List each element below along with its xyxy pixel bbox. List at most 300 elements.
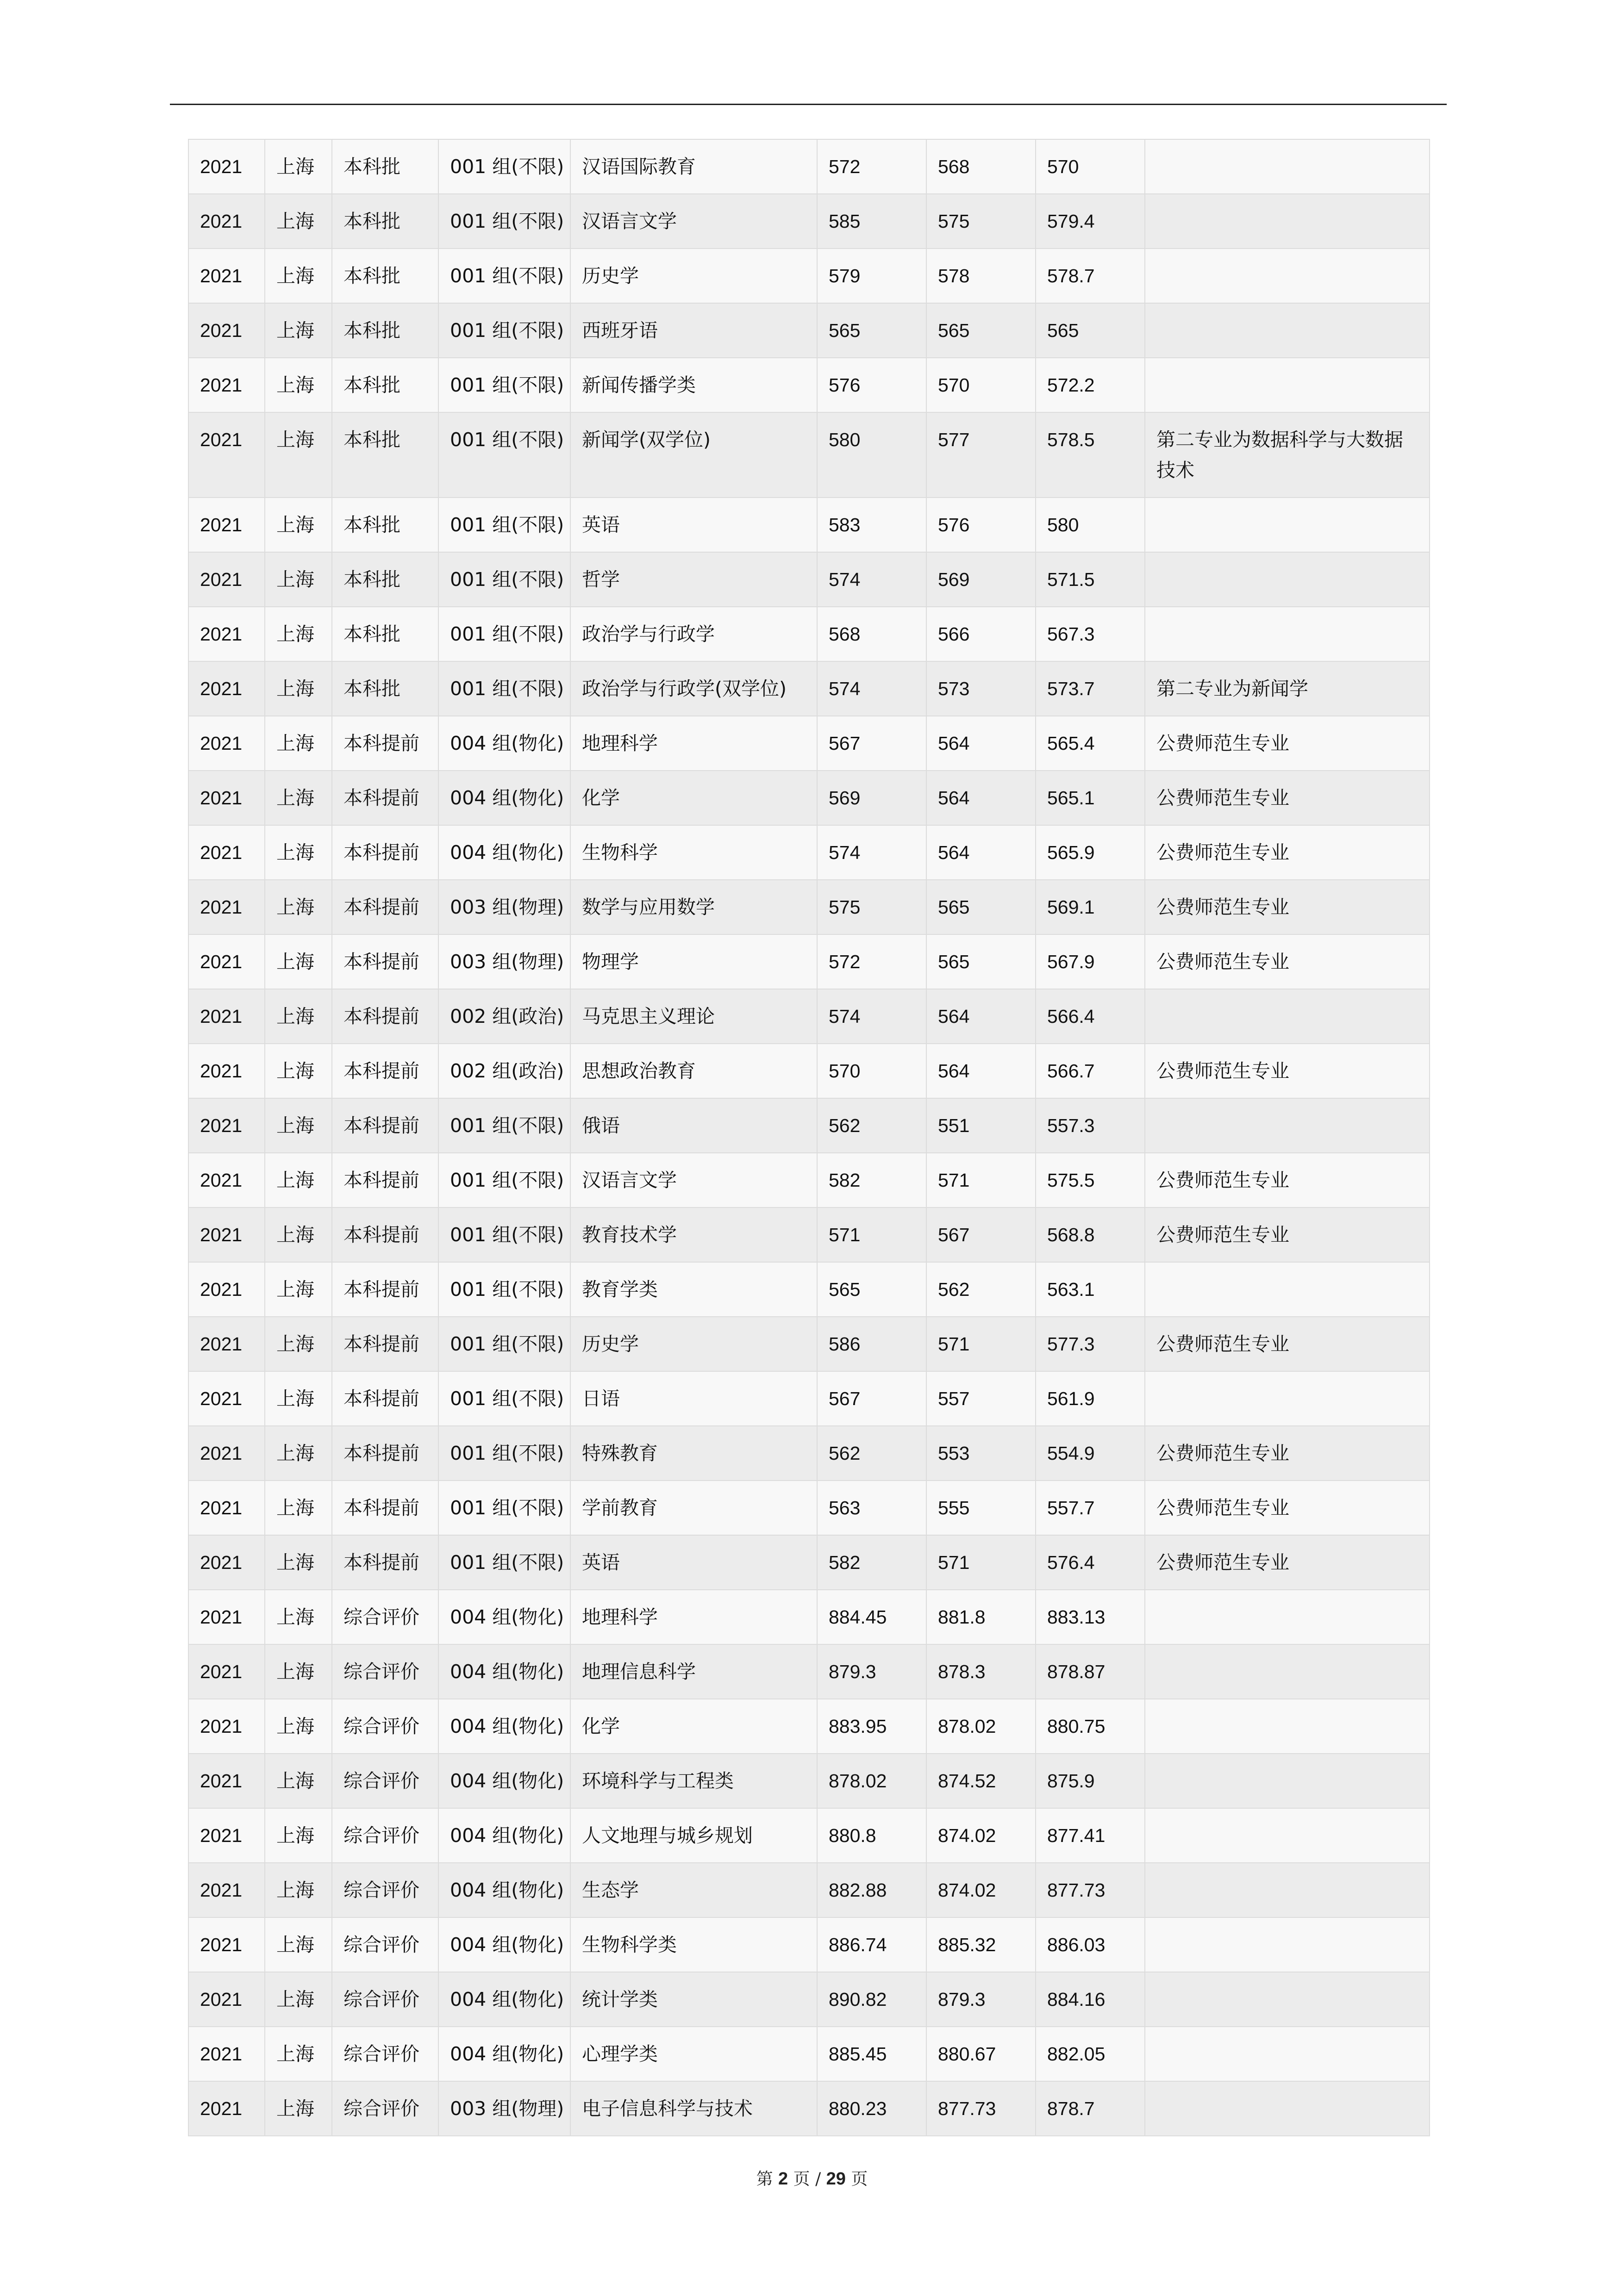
- cell-avg-score: 886.03: [1036, 1917, 1145, 1972]
- cell-batch: 综合评价: [332, 1590, 438, 1644]
- cell-batch: 本科批: [332, 194, 438, 249]
- table-row: [188, 1153, 1430, 1207]
- cell-min-score: 570: [926, 358, 1036, 412]
- cell-year: 2021: [188, 1754, 265, 1808]
- cell-note: 公费师范生专业: [1145, 880, 1430, 934]
- cell-region: 上海: [265, 2081, 332, 2136]
- cell-region: 上海: [265, 1917, 332, 1972]
- cell-year: 2021: [188, 249, 265, 303]
- cell-min-score: 877.73: [926, 2081, 1036, 2136]
- cell-max-score: 565: [817, 1262, 926, 1317]
- cell-year: 2021: [188, 825, 265, 880]
- table-row: [188, 303, 1430, 358]
- cell-avg-score: 565.1: [1036, 771, 1145, 825]
- cell-avg-score: 884.16: [1036, 1972, 1145, 2027]
- cell-group: 001 组(不限): [438, 412, 570, 498]
- cell-group: 001 组(不限): [438, 1153, 570, 1207]
- cell-note: 公费师范生专业: [1145, 1153, 1430, 1207]
- cell-avg-score: 565.4: [1036, 716, 1145, 771]
- cell-group: 004 组(物化): [438, 1590, 570, 1644]
- cell-region: 上海: [265, 934, 332, 989]
- cell-max-score: 568: [817, 607, 926, 661]
- cell-group: 004 组(物化): [438, 825, 570, 880]
- cell-note: 公费师范生专业: [1145, 1317, 1430, 1371]
- cell-max-score: 886.74: [817, 1917, 926, 1972]
- cell-region: 上海: [265, 412, 332, 498]
- table-row: [188, 1098, 1430, 1153]
- cell-max-score: 565: [817, 303, 926, 358]
- table-row: [188, 552, 1430, 607]
- cell-min-score: 880.67: [926, 2027, 1036, 2081]
- cell-batch: 本科提前: [332, 1535, 438, 1590]
- cell-year: 2021: [188, 1644, 265, 1699]
- cell-max-score: 582: [817, 1535, 926, 1590]
- cell-year: 2021: [188, 1098, 265, 1153]
- cell-region: 上海: [265, 194, 332, 249]
- cell-avg-score: 875.9: [1036, 1754, 1145, 1808]
- cell-group: 001 组(不限): [438, 607, 570, 661]
- cell-group: 001 组(不限): [438, 139, 570, 194]
- cell-major: 思想政治教育: [570, 1044, 817, 1098]
- cell-major: 特殊教育: [570, 1426, 817, 1481]
- cell-max-score: 574: [817, 825, 926, 880]
- cell-min-score: 551: [926, 1098, 1036, 1153]
- cell-group: 001 组(不限): [438, 1426, 570, 1481]
- cell-major: 日语: [570, 1371, 817, 1426]
- cell-min-score: 564: [926, 825, 1036, 880]
- cell-group: 004 组(物化): [438, 1644, 570, 1699]
- cell-batch: 本科批: [332, 661, 438, 716]
- cell-major: 政治学与行政学: [570, 607, 817, 661]
- cell-region: 上海: [265, 1262, 332, 1317]
- cell-note: [1145, 1590, 1430, 1644]
- cell-avg-score: 578.7: [1036, 249, 1145, 303]
- cell-min-score: 571: [926, 1535, 1036, 1590]
- cell-region: 上海: [265, 1317, 332, 1371]
- table-row: [188, 358, 1430, 412]
- cell-note: [1145, 1644, 1430, 1699]
- table-row: [188, 1207, 1430, 1262]
- page-prefix: 第: [756, 2170, 773, 2189]
- cell-note: 公费师范生专业: [1145, 1426, 1430, 1481]
- cell-major: 生物科学类: [570, 1917, 817, 1972]
- cell-major: 统计学类: [570, 1972, 817, 2027]
- cell-max-score: 879.3: [817, 1644, 926, 1699]
- cell-max-score: 580: [817, 412, 926, 498]
- cell-max-score: 884.45: [817, 1590, 926, 1644]
- cell-group: 001 组(不限): [438, 1481, 570, 1535]
- cell-max-score: 563: [817, 1481, 926, 1535]
- cell-major: 生态学: [570, 1863, 817, 1917]
- cell-major: 俄语: [570, 1098, 817, 1153]
- cell-batch: 本科提前: [332, 1207, 438, 1262]
- cell-group: 001 组(不限): [438, 552, 570, 607]
- cell-batch: 本科批: [332, 358, 438, 412]
- cell-major: 物理学: [570, 934, 817, 989]
- table-row: [188, 989, 1430, 1044]
- cell-avg-score: 557.3: [1036, 1098, 1145, 1153]
- cell-min-score: 566: [926, 607, 1036, 661]
- cell-avg-score: 566.7: [1036, 1044, 1145, 1098]
- cell-avg-score: 578.5: [1036, 412, 1145, 498]
- cell-note: [1145, 139, 1430, 194]
- cell-year: 2021: [188, 880, 265, 934]
- cell-note: [1145, 1863, 1430, 1917]
- cell-year: 2021: [188, 498, 265, 552]
- cell-year: 2021: [188, 2027, 265, 2081]
- cell-note: [1145, 1917, 1430, 1972]
- cell-note: 第二专业为数据科学与大数据技术: [1145, 412, 1430, 498]
- cell-max-score: 885.45: [817, 2027, 926, 2081]
- cell-major: 教育技术学: [570, 1207, 817, 1262]
- table-row: [188, 880, 1430, 934]
- cell-batch: 综合评价: [332, 1863, 438, 1917]
- cell-group: 002 组(政治): [438, 1044, 570, 1098]
- page-suffix: 页: [851, 2170, 868, 2189]
- cell-year: 2021: [188, 139, 265, 194]
- cell-year: 2021: [188, 552, 265, 607]
- cell-region: 上海: [265, 1863, 332, 1917]
- cell-batch: 本科提前: [332, 880, 438, 934]
- cell-major: 学前教育: [570, 1481, 817, 1535]
- cell-note: 公费师范生专业: [1145, 716, 1430, 771]
- cell-min-score: 874.02: [926, 1808, 1036, 1863]
- cell-group: 003 组(物理): [438, 934, 570, 989]
- cell-note: 公费师范生专业: [1145, 934, 1430, 989]
- cell-region: 上海: [265, 1644, 332, 1699]
- cell-note: 公费师范生专业: [1145, 1535, 1430, 1590]
- cell-region: 上海: [265, 1754, 332, 1808]
- cell-year: 2021: [188, 607, 265, 661]
- cell-batch: 本科提前: [332, 716, 438, 771]
- cell-avg-score: 565: [1036, 303, 1145, 358]
- table-row: [188, 194, 1430, 249]
- cell-max-score: 883.95: [817, 1699, 926, 1754]
- cell-region: 上海: [265, 1371, 332, 1426]
- cell-major: 心理学类: [570, 2027, 817, 2081]
- cell-note: [1145, 303, 1430, 358]
- page-footer: [0, 2166, 1624, 2190]
- cell-avg-score: 576.4: [1036, 1535, 1145, 1590]
- cell-major: 历史学: [570, 249, 817, 303]
- cell-min-score: 562: [926, 1262, 1036, 1317]
- cell-avg-score: 573.7: [1036, 661, 1145, 716]
- cell-major: 历史学: [570, 1317, 817, 1371]
- cell-batch: 综合评价: [332, 1917, 438, 1972]
- table-row: [188, 1535, 1430, 1590]
- cell-min-score: 578: [926, 249, 1036, 303]
- cell-avg-score: 567.3: [1036, 607, 1145, 661]
- cell-max-score: 571: [817, 1207, 926, 1262]
- cell-major: 汉语言文学: [570, 1153, 817, 1207]
- cell-avg-score: 882.05: [1036, 2027, 1145, 2081]
- table-row: [188, 139, 1430, 194]
- cell-group: 004 组(物化): [438, 1917, 570, 1972]
- cell-major: 地理信息科学: [570, 1644, 817, 1699]
- cell-note: [1145, 1972, 1430, 2027]
- cell-group: 001 组(不限): [438, 249, 570, 303]
- table-row: [188, 249, 1430, 303]
- cell-group: 002 组(政治): [438, 989, 570, 1044]
- header-rule: [170, 104, 1447, 105]
- cell-min-score: 567: [926, 1207, 1036, 1262]
- cell-year: 2021: [188, 1535, 265, 1590]
- cell-note: 公费师范生专业: [1145, 1207, 1430, 1262]
- cell-batch: 综合评价: [332, 2027, 438, 2081]
- cell-avg-score: 571.5: [1036, 552, 1145, 607]
- cell-year: 2021: [188, 1371, 265, 1426]
- cell-year: 2021: [188, 1863, 265, 1917]
- cell-year: 2021: [188, 1481, 265, 1535]
- cell-year: 2021: [188, 412, 265, 498]
- cell-avg-score: 569.1: [1036, 880, 1145, 934]
- cell-batch: 本科批: [332, 412, 438, 498]
- cell-group: 004 组(物化): [438, 1808, 570, 1863]
- cell-min-score: 565: [926, 303, 1036, 358]
- cell-min-score: 553: [926, 1426, 1036, 1481]
- cell-avg-score: 566.4: [1036, 989, 1145, 1044]
- cell-region: 上海: [265, 358, 332, 412]
- cell-max-score: 576: [817, 358, 926, 412]
- cell-major: 地理科学: [570, 716, 817, 771]
- cell-year: 2021: [188, 303, 265, 358]
- cell-major: 汉语国际教育: [570, 139, 817, 194]
- table-row: [188, 1644, 1430, 1699]
- cell-year: 2021: [188, 934, 265, 989]
- cell-max-score: 574: [817, 552, 926, 607]
- table-row: [188, 1044, 1430, 1098]
- cell-min-score: 881.8: [926, 1590, 1036, 1644]
- cell-major: 环境科学与工程类: [570, 1754, 817, 1808]
- cell-major: 政治学与行政学(双学位): [570, 661, 817, 716]
- cell-note: 公费师范生专业: [1145, 1044, 1430, 1098]
- cell-group: 004 组(物化): [438, 1863, 570, 1917]
- cell-min-score: 564: [926, 716, 1036, 771]
- table-row: [188, 1863, 1430, 1917]
- cell-region: 上海: [265, 249, 332, 303]
- cell-year: 2021: [188, 2081, 265, 2136]
- cell-min-score: 573: [926, 661, 1036, 716]
- cell-avg-score: 554.9: [1036, 1426, 1145, 1481]
- table-row: [188, 1371, 1430, 1426]
- cell-min-score: 571: [926, 1317, 1036, 1371]
- cell-region: 上海: [265, 880, 332, 934]
- cell-batch: 本科批: [332, 552, 438, 607]
- cell-region: 上海: [265, 1699, 332, 1754]
- cell-avg-score: 880.75: [1036, 1699, 1145, 1754]
- cell-avg-score: 883.13: [1036, 1590, 1145, 1644]
- cell-max-score: 579: [817, 249, 926, 303]
- cell-max-score: 586: [817, 1317, 926, 1371]
- table-row: [188, 1590, 1430, 1644]
- cell-batch: 本科提前: [332, 1153, 438, 1207]
- cell-year: 2021: [188, 771, 265, 825]
- cell-major: 英语: [570, 498, 817, 552]
- cell-max-score: 880.23: [817, 2081, 926, 2136]
- page-mid: 页 /: [793, 2170, 821, 2189]
- cell-year: 2021: [188, 1044, 265, 1098]
- cell-avg-score: 878.87: [1036, 1644, 1145, 1699]
- cell-major: 化学: [570, 771, 817, 825]
- cell-major: 数学与应用数学: [570, 880, 817, 934]
- cell-max-score: 567: [817, 716, 926, 771]
- cell-group: 004 组(物化): [438, 1699, 570, 1754]
- cell-batch: 本科提前: [332, 989, 438, 1044]
- cell-major: 人文地理与城乡规划: [570, 1808, 817, 1863]
- cell-batch: 综合评价: [332, 1644, 438, 1699]
- cell-region: 上海: [265, 771, 332, 825]
- cell-avg-score: 577.3: [1036, 1317, 1145, 1371]
- cell-min-score: 878.3: [926, 1644, 1036, 1699]
- cell-batch: 综合评价: [332, 1972, 438, 2027]
- cell-min-score: 878.02: [926, 1699, 1036, 1754]
- cell-max-score: 880.8: [817, 1808, 926, 1863]
- cell-avg-score: 877.41: [1036, 1808, 1145, 1863]
- cell-batch: 本科批: [332, 498, 438, 552]
- cell-year: 2021: [188, 1207, 265, 1262]
- cell-note: [1145, 194, 1430, 249]
- cell-major: 电子信息科学与技术: [570, 2081, 817, 2136]
- cell-avg-score: 567.9: [1036, 934, 1145, 989]
- table-row: [188, 771, 1430, 825]
- table-row: [188, 1426, 1430, 1481]
- cell-region: 上海: [265, 1590, 332, 1644]
- cell-avg-score: 568.8: [1036, 1207, 1145, 1262]
- cell-note: 公费师范生专业: [1145, 1481, 1430, 1535]
- cell-group: 001 组(不限): [438, 1262, 570, 1317]
- cell-major: 西班牙语: [570, 303, 817, 358]
- cell-major: 马克思主义理论: [570, 989, 817, 1044]
- cell-note: [1145, 498, 1430, 552]
- cell-batch: 本科提前: [332, 771, 438, 825]
- cell-avg-score: 570: [1036, 139, 1145, 194]
- page-current-number: 2: [778, 2169, 788, 2189]
- cell-avg-score: 563.1: [1036, 1262, 1145, 1317]
- table-row: [188, 498, 1430, 552]
- cell-max-score: 582: [817, 1153, 926, 1207]
- admission-score-table: [188, 139, 1430, 2136]
- cell-major: 教育学类: [570, 1262, 817, 1317]
- cell-note: 第二专业为新闻学: [1145, 661, 1430, 716]
- cell-region: 上海: [265, 1153, 332, 1207]
- cell-note: [1145, 1754, 1430, 1808]
- cell-year: 2021: [188, 1972, 265, 2027]
- cell-group: 004 组(物化): [438, 771, 570, 825]
- cell-min-score: 885.32: [926, 1917, 1036, 1972]
- cell-batch: 综合评价: [332, 1699, 438, 1754]
- cell-batch: 本科批: [332, 249, 438, 303]
- cell-min-score: 879.3: [926, 1972, 1036, 2027]
- cell-year: 2021: [188, 716, 265, 771]
- cell-region: 上海: [265, 1481, 332, 1535]
- cell-note: [1145, 249, 1430, 303]
- cell-avg-score: 877.73: [1036, 1863, 1145, 1917]
- cell-region: 上海: [265, 661, 332, 716]
- cell-min-score: 874.02: [926, 1863, 1036, 1917]
- cell-max-score: 878.02: [817, 1754, 926, 1808]
- cell-major: 新闻学(双学位): [570, 412, 817, 498]
- cell-region: 上海: [265, 552, 332, 607]
- cell-group: 001 组(不限): [438, 1207, 570, 1262]
- table-row: [188, 2027, 1430, 2081]
- cell-major: 地理科学: [570, 1590, 817, 1644]
- cell-group: 003 组(物理): [438, 880, 570, 934]
- cell-major: 新闻传播学类: [570, 358, 817, 412]
- cell-avg-score: 575.5: [1036, 1153, 1145, 1207]
- cell-max-score: 569: [817, 771, 926, 825]
- cell-year: 2021: [188, 1699, 265, 1754]
- cell-avg-score: 565.9: [1036, 825, 1145, 880]
- cell-max-score: 890.82: [817, 1972, 926, 2027]
- cell-region: 上海: [265, 716, 332, 771]
- cell-note: [1145, 989, 1430, 1044]
- cell-group: 001 组(不限): [438, 194, 570, 249]
- cell-min-score: 557: [926, 1371, 1036, 1426]
- cell-note: [1145, 1098, 1430, 1153]
- table-row: [188, 661, 1430, 716]
- cell-batch: 综合评价: [332, 1754, 438, 1808]
- cell-region: 上海: [265, 2027, 332, 2081]
- cell-region: 上海: [265, 303, 332, 358]
- cell-group: 001 组(不限): [438, 1317, 570, 1371]
- cell-year: 2021: [188, 1808, 265, 1863]
- cell-max-score: 570: [817, 1044, 926, 1098]
- cell-max-score: 882.88: [817, 1863, 926, 1917]
- cell-year: 2021: [188, 661, 265, 716]
- table-row: [188, 1808, 1430, 1863]
- table-row: [188, 1972, 1430, 2027]
- cell-batch: 本科提前: [332, 825, 438, 880]
- cell-group: 001 组(不限): [438, 303, 570, 358]
- cell-group: 004 组(物化): [438, 1754, 570, 1808]
- cell-region: 上海: [265, 825, 332, 880]
- cell-min-score: 576: [926, 498, 1036, 552]
- cell-min-score: 874.52: [926, 1754, 1036, 1808]
- cell-min-score: 568: [926, 139, 1036, 194]
- cell-group: 001 组(不限): [438, 1371, 570, 1426]
- cell-group: 001 组(不限): [438, 1098, 570, 1153]
- cell-year: 2021: [188, 1917, 265, 1972]
- cell-region: 上海: [265, 498, 332, 552]
- cell-year: 2021: [188, 1262, 265, 1317]
- cell-region: 上海: [265, 1044, 332, 1098]
- cell-max-score: 562: [817, 1426, 926, 1481]
- cell-avg-score: 561.9: [1036, 1371, 1145, 1426]
- cell-note: [1145, 552, 1430, 607]
- cell-max-score: 572: [817, 934, 926, 989]
- cell-min-score: 565: [926, 880, 1036, 934]
- table-row: [188, 412, 1430, 498]
- cell-group: 001 组(不限): [438, 1535, 570, 1590]
- cell-avg-score: 579.4: [1036, 194, 1145, 249]
- cell-batch: 本科批: [332, 607, 438, 661]
- cell-batch: 本科提前: [332, 934, 438, 989]
- cell-batch: 本科提前: [332, 1317, 438, 1371]
- cell-batch: 本科提前: [332, 1044, 438, 1098]
- cell-group: 001 组(不限): [438, 661, 570, 716]
- cell-max-score: 575: [817, 880, 926, 934]
- cell-max-score: 574: [817, 661, 926, 716]
- cell-batch: 本科提前: [332, 1426, 438, 1481]
- cell-min-score: 564: [926, 771, 1036, 825]
- cell-region: 上海: [265, 1207, 332, 1262]
- cell-note: 公费师范生专业: [1145, 771, 1430, 825]
- cell-group: 004 组(物化): [438, 716, 570, 771]
- cell-batch: 综合评价: [332, 1808, 438, 1863]
- cell-min-score: 575: [926, 194, 1036, 249]
- cell-batch: 本科提前: [332, 1481, 438, 1535]
- cell-avg-score: 557.7: [1036, 1481, 1145, 1535]
